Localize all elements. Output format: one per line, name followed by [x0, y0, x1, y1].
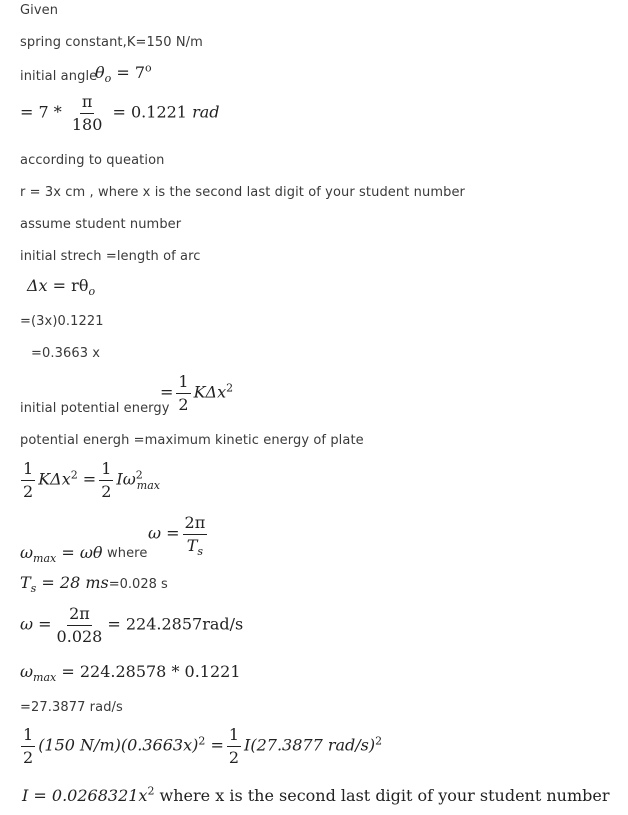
- initial-angle-equation: $\theta_o = 7^o$: [95, 61, 152, 86]
- period-equation: $T_s = 28$ ms=0.028 s: [20, 573, 168, 596]
- according-line: according to queation: [20, 153, 165, 168]
- where-label: where: [107, 546, 148, 561]
- given-heading: Given: [20, 3, 59, 18]
- stretch-definition: initial strech =length of arc: [20, 249, 201, 264]
- moment-of-inertia-result: $I = 0.0268321x^2$ where x is the second last digit of your student number: [22, 784, 610, 805]
- assume-line: assume student number: [20, 217, 182, 232]
- energy-equivalence-line: potential energh =maximum kinetic energy of plate: [20, 433, 364, 448]
- stretch-calc: =(3x)0.1221: [20, 314, 104, 329]
- potential-energy-label: initial potential energy: [20, 401, 170, 416]
- stretch-result: =0.3663 x: [31, 346, 101, 361]
- radian-conversion: = 7 * $\frac{\pi}{180}$ = 0.1221 rad: [20, 92, 220, 134]
- omega-max-definition: $\omega_{max} = \omega\theta$: [20, 543, 103, 566]
- omega-max-result: =27.3877 rad/s: [20, 700, 123, 715]
- energy-conservation-equation: $\frac{1}{2}$ KΔx$^2$ = $\frac{1}{2}$ $I\omega^2_{max}$: [23, 459, 160, 501]
- arc-length-equation: $\Delta x = r\theta_o$: [27, 276, 96, 299]
- final-energy-equation: $\frac{1}{2}$ (150 $N/m)(0.3663x)^2$ = $\frac{1}{2}$ I(27.3877 rad/s)$^2$: [23, 725, 383, 767]
- omega-calculation: ω = $\frac{2\pi}{0.028}$ = 224.2857rad/s: [20, 604, 244, 646]
- omega-max-calculation: $\omega_{max} = 224.28578 * 0.1221$: [20, 662, 241, 685]
- omega-definition: ω = $\frac{2\pi}{T_s}$: [148, 513, 206, 558]
- radius-definition: r = 3x cm , where x is the second last digit of your student number: [20, 185, 465, 200]
- spring-constant-line: spring constant,K=150 N/m: [20, 35, 203, 50]
- initial-angle-label: initial angle: [20, 69, 98, 84]
- potential-energy-equation: = $\frac{1}{2}$ KΔx$^2$: [160, 372, 234, 414]
